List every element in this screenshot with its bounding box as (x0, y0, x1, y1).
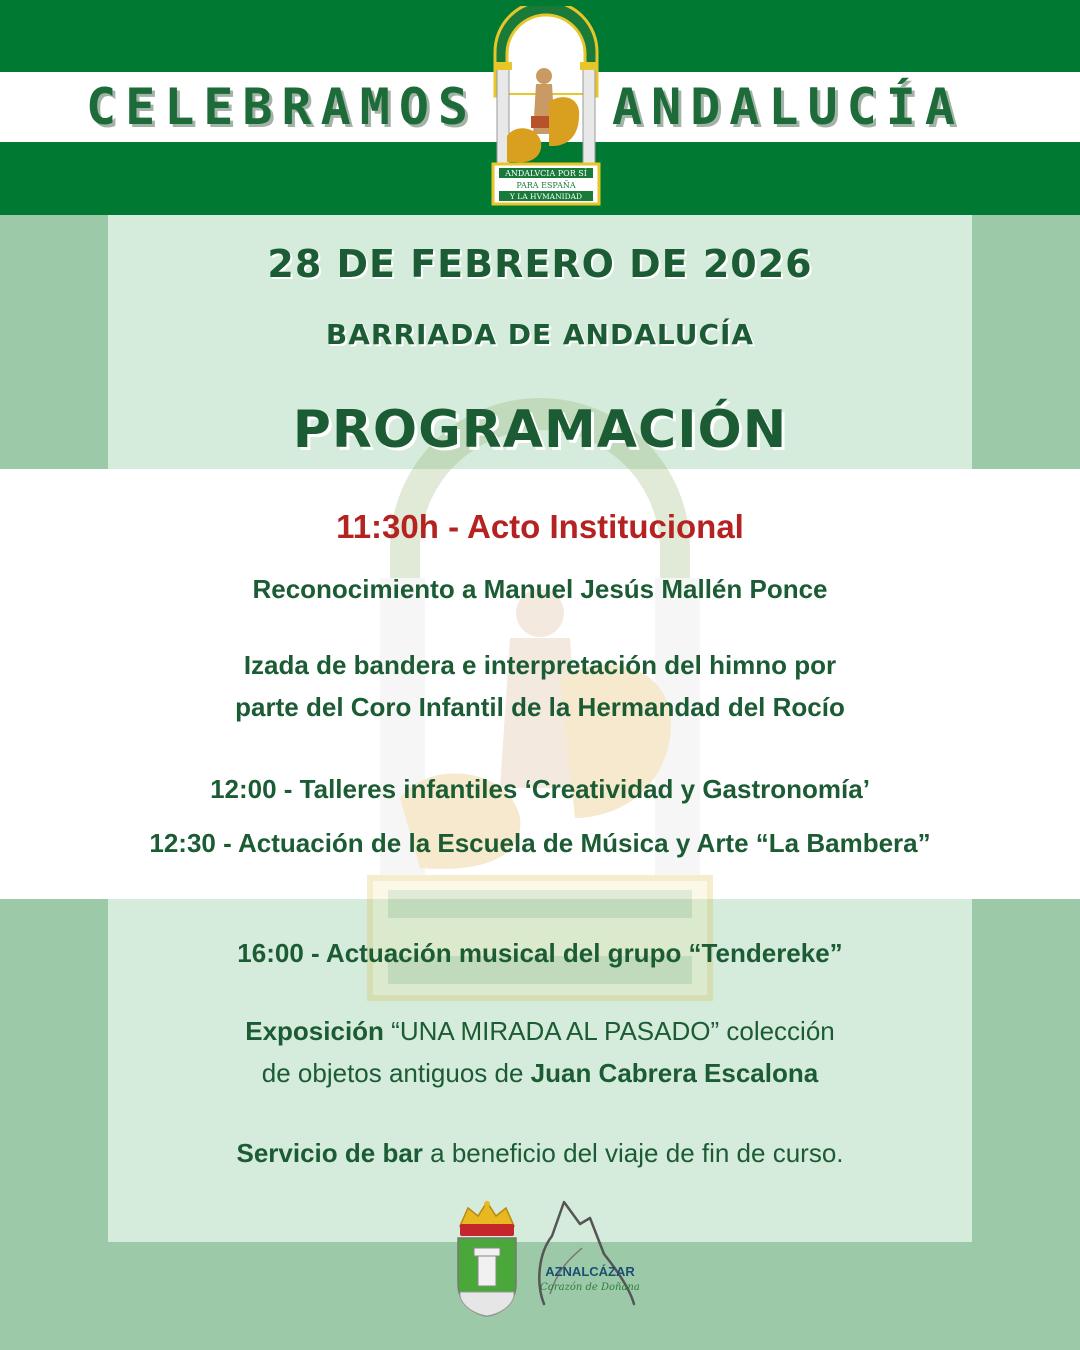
exhibition-desc: de objetos antiguos de (261, 1058, 531, 1088)
brand-name: AZNALCÁZAR (545, 1264, 635, 1279)
music-school-line: 12:30 - Actuación de la Escuela de Música y Arte “La Bambera” (149, 828, 931, 858)
event-date: 28 DE FEBRERO DE 2026 (267, 242, 813, 286)
institutional-act-title: 11:30h - Acto Institucional (336, 508, 744, 545)
brand-tagline: Corazón de Doñana (540, 1282, 640, 1293)
emblem-motto-1: ANDALVCIA POR SÍ (505, 169, 587, 178)
music-group-line: 16:00 - Actuación musical del grupo “Tendereke” (237, 938, 843, 968)
header-word-left: CELEBRAMOS (86, 78, 478, 136)
flag-raising-line-2: parte del Coro Infantil de la Hermandad del Rocío (235, 692, 845, 722)
exhibition-label: Exposición (245, 1016, 384, 1046)
andalusia-shield-emblem (487, 6, 605, 210)
flag-raising-line-1: Izada de bandera e interpretación del himno por (243, 650, 837, 680)
exhibition-line-1 (0, 1010, 1080, 1052)
exhibition-owner: Juan Cabrera Escalona (530, 1058, 819, 1088)
recognition-line: Reconocimiento a Manuel Jesús Mallén Ponce (252, 574, 828, 604)
emblem-motto-3: Y LA HVMANIDAD (509, 192, 583, 201)
event-place: BARRIADA DE ANDALUCÍA (325, 318, 755, 351)
workshops-line: 12:00 - Talleres infantiles ‘Creatividad y Gastronomía’ (210, 774, 870, 804)
municipal-coat-of-arms-icon (454, 1196, 520, 1318)
exhibition-title: “UNA MIRADA AL PASADO” colección (383, 1016, 835, 1046)
bar-service-desc: a beneficio del viaje de fin de curso. (422, 1138, 844, 1168)
bar-service-line (0, 1132, 1080, 1174)
bar-service-label: Servicio de bar (236, 1138, 423, 1168)
emblem-motto-2: PARA ESPAÑA (516, 181, 576, 190)
exhibition-line-2 (0, 1052, 1080, 1094)
program-heading: PROGRAMACIÓN (292, 400, 788, 460)
aznalcazar-brand-logo (530, 1194, 648, 1312)
header-word-right: ANDALUCÍA (612, 78, 964, 136)
